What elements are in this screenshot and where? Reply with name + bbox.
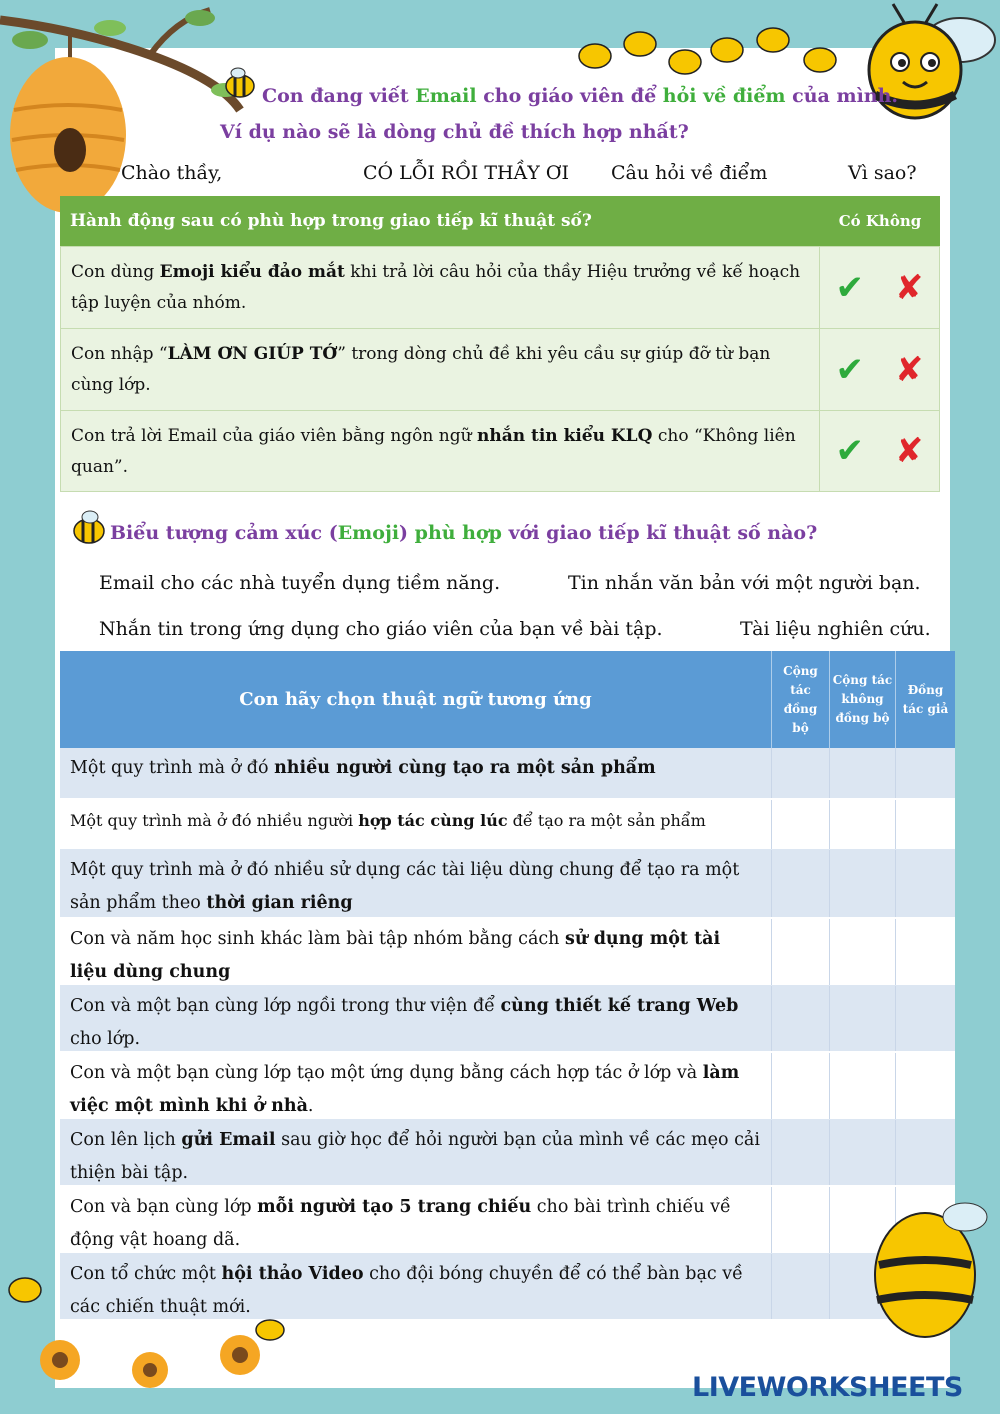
table-row (60, 246, 940, 328)
flowers-decoration (0, 1250, 320, 1414)
option-app-teacher[interactable]: Nhắn tin trong ứng dụng cho giáo viên của bạn về bài tập. (99, 618, 663, 640)
col-coauthor: Đồng tác giả (895, 651, 955, 748)
check-icon[interactable]: ✔ (835, 267, 864, 308)
answer-cell[interactable] (829, 986, 895, 1051)
answer-cell[interactable] (771, 1120, 829, 1185)
table-row (60, 986, 955, 1053)
answer-cell[interactable] (829, 800, 895, 849)
bee-icon (68, 508, 110, 548)
question-emoji: Biểu tượng cảm xúc (Emoji) phù hợp với giao tiếp kĩ thuật số nào? (110, 522, 818, 544)
col-sync: Cộng tác đồng bộ (771, 651, 829, 748)
option-email-recruiters[interactable]: Email cho các nhà tuyển dụng tiềm năng. (99, 572, 501, 594)
check-icon[interactable]: ✔ (835, 349, 864, 390)
answer-cell[interactable] (771, 986, 829, 1051)
table-row (60, 1187, 955, 1254)
answer-cell[interactable] (829, 919, 895, 985)
table-row (60, 748, 955, 800)
answer-cell[interactable] (771, 800, 829, 849)
answer-cell[interactable] (829, 748, 895, 798)
table1-header (60, 196, 940, 246)
answer-cell[interactable] (829, 1053, 895, 1119)
cross-icon[interactable]: ✘ (895, 349, 924, 390)
option-cau-hoi-ve-diem[interactable]: Câu hỏi về điểm (611, 162, 768, 184)
answer-cell[interactable] (771, 1187, 829, 1253)
option-co-loi[interactable]: CÓ LỖI RỒI THẦY ƠI (363, 162, 569, 184)
bee-reading-decoration (855, 1195, 1000, 1375)
table-row (60, 328, 940, 410)
row-text: Con trả lời Email của giáo viên bằng ngôn ngữ nhắn tin kiểu KLQ cho “Không liên quan”. (71, 426, 796, 477)
cross-icon[interactable]: ✘ (895, 431, 924, 471)
row-text: Con lên lịch gửi Email sau giờ học để hỏi người bạn của mình về các mẹo cải thiện bài tập. (70, 1130, 760, 1183)
table-row (60, 850, 955, 919)
col-async: Cộng tác không đồng bộ (829, 651, 895, 748)
answer-cell[interactable] (771, 748, 829, 798)
row-text: Con và năm học sinh khác làm bài tập nhóm bằng cách sử dụng một tài liệu dùng chung (70, 929, 721, 982)
answer-cell[interactable] (895, 1120, 955, 1185)
option-vi-sao[interactable]: Vì sao? (848, 162, 917, 184)
table-row (60, 1053, 955, 1120)
liveworksheets-logo[interactable]: LIVEWORKSHEETS (692, 1372, 963, 1403)
table2-header (60, 651, 955, 748)
row-text: Con và bạn cùng lớp mỗi người tạo 5 trang chiếu cho bài trình chiếu về động vật hoang dã. (70, 1197, 731, 1250)
check-icon[interactable]: ✔ (835, 431, 864, 471)
row-text: Con nhập “LÀM ƠN GIÚP TỚ” trong dòng chủ đề khi yêu cầu sự giúp đỡ từ bạn cùng lớp. (71, 344, 771, 395)
table1-header-question: Hành động sau có phù hợp trong giao tiếp kĩ thuật số? (70, 211, 592, 231)
row-text: Con và một bạn cùng lớp ngồi trong thư viện để cùng thiết kế trang Web cho lớp. (70, 996, 739, 1049)
table-row (60, 800, 955, 850)
row-text: Con và một bạn cùng lớp tạo một ứng dụng bằng cách hợp tác ở lớp và làm việc một mình khi ở nhà. (70, 1063, 740, 1116)
option-chao-thay[interactable]: Chào thầy, (121, 162, 223, 184)
row-text: Con dùng Emoji kiểu đảo mắt khi trả lời câu hỏi của thầy Hiệu trưởng về kế hoạch tập luyện của nhóm. (71, 262, 801, 313)
option-text-friend[interactable]: Tin nhắn văn bản với một người bạn. (568, 572, 921, 594)
answer-cell[interactable] (895, 850, 955, 917)
option-research-doc[interactable]: Tài liệu nghiên cứu. (740, 618, 931, 640)
row-text: Một quy trình mà ở đó nhiều người hợp tác cùng lúc để tạo ra một sản phẩm (70, 811, 706, 830)
row-text: Một quy trình mà ở đó nhiều người cùng tạo ra một sản phẩm (70, 758, 656, 778)
table2-header-title: Con hãy chọn thuật ngữ tương ứng (239, 689, 592, 710)
answer-cell[interactable] (895, 800, 955, 849)
answer-cell[interactable] (895, 919, 955, 985)
row-text: Con tổ chức một hội thảo Video cho đội bóng chuyền để có thể bàn bạc về các chiến thuật mới. (70, 1264, 743, 1317)
table-row (60, 1120, 955, 1187)
cross-icon[interactable]: ✘ (895, 267, 924, 308)
answer-cell[interactable] (895, 1053, 955, 1119)
answer-cell[interactable] (771, 1053, 829, 1119)
answer-cell[interactable] (771, 919, 829, 985)
table-row (60, 919, 955, 986)
answer-cell[interactable] (895, 986, 955, 1051)
table1-header-yes-no: Có Không (838, 212, 922, 230)
table-row (60, 410, 940, 492)
question-subject-line: Con đang viết Email cho giáo viên để hỏi về điểm của mình. Ví dụ nào sẽ là dòng chủ đề thích hợp nhất? (220, 85, 899, 143)
digital-communication-table (60, 196, 940, 492)
answer-cell[interactable] (829, 850, 895, 917)
answer-cell[interactable] (829, 1120, 895, 1185)
row-text: Một quy trình mà ở đó nhiều sử dụng các tài liệu dùng chung để tạo ra một sản phẩm theo thời gian riêng (70, 860, 740, 913)
collaboration-terms-table (60, 651, 955, 1321)
answer-cell[interactable] (771, 1254, 829, 1319)
answer-cell[interactable] (771, 850, 829, 917)
answer-cell[interactable] (895, 748, 955, 798)
